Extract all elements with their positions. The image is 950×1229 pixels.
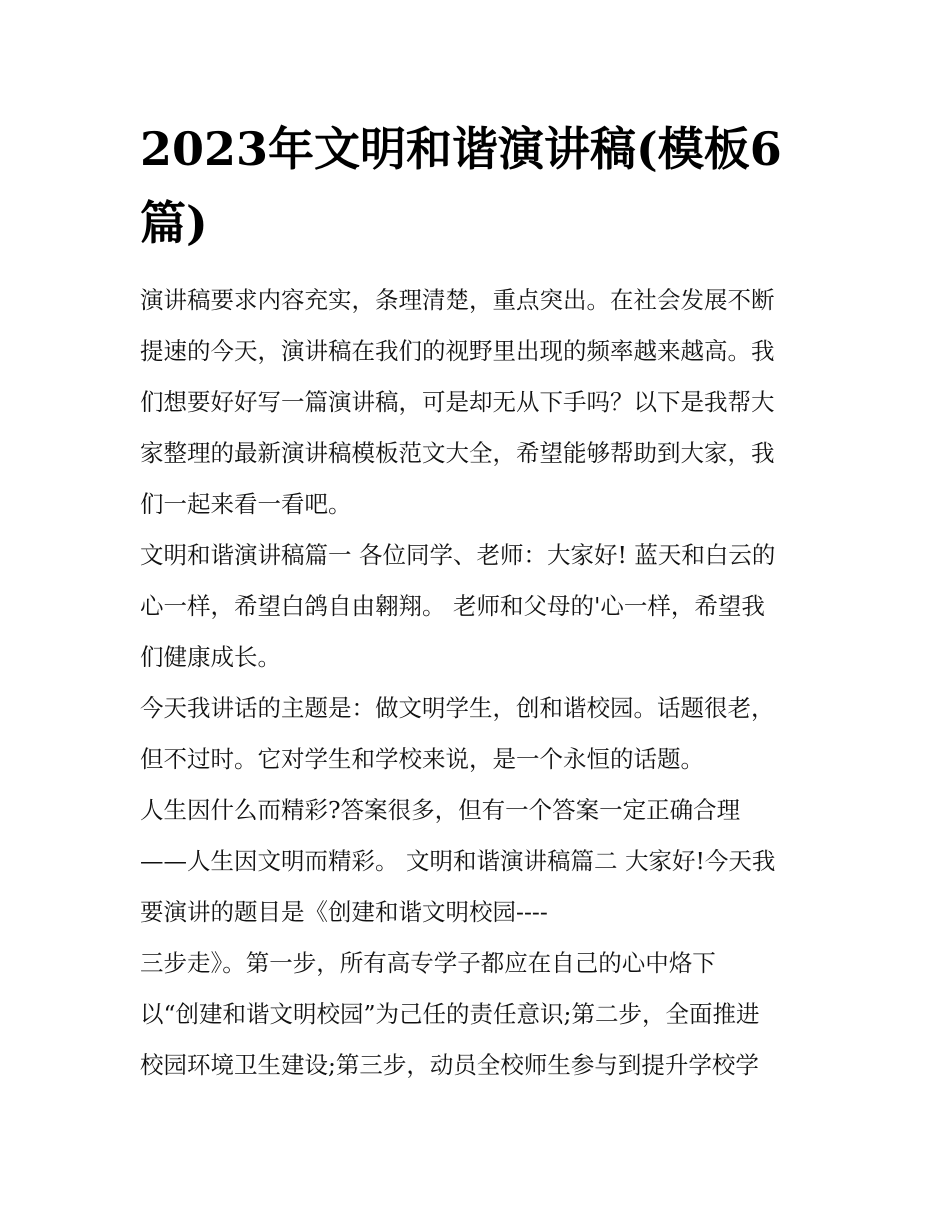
paragraph-speech-two <box>140 785 820 1091</box>
text-line: 要演讲的题目是《创建和谐文明校园---- <box>140 898 548 926</box>
title-line: 2023年文明和谐演讲稿(模板6 <box>140 122 782 176</box>
text-line: 校园环境卫生建设;第三步，动员全校师生参与到提升学校学 <box>140 1051 759 1079</box>
text-line: 以“创建和谐文明校园”为己任的责任意识;第二步，全面推进 <box>140 1000 760 1028</box>
text-line: 文明和谐演讲稿篇一 各位同学、老师：大家好! 蓝天和白云的 <box>140 541 776 569</box>
title-line: 篇) <box>140 196 208 250</box>
document-title <box>140 112 820 260</box>
text-line: ——人生因文明而精彩。 文明和谐演讲稿篇二 大家好!今天我 <box>140 847 776 875</box>
text-line: 家整理的最新演讲稿模板范文大全，希望能够帮助到大家，我 <box>140 439 775 467</box>
text-line: 提速的今天，演讲稿在我们的视野里出现的频率越来越高。我 <box>140 337 775 365</box>
text-line: 心一样，希望白鸽自由翱翔。 老师和父母的'心一样，希望我 <box>140 592 765 620</box>
text-line: 三步走》。第一步，所有高专学子都应在自己的心中烙下 <box>140 949 716 977</box>
text-line: 们健康成长。 <box>140 643 281 671</box>
text-line: 人生因什么而精彩?答案很多，但有一个答案一定正确合理 <box>140 796 741 824</box>
paragraph-speech-one <box>140 530 820 683</box>
document-body <box>140 275 820 1091</box>
text-line: 们想要好好写一篇演讲稿，可是却无从下手吗？以下是我帮大 <box>140 388 775 416</box>
paragraph-theme <box>140 683 820 785</box>
text-line: 今天我讲话的主题是：做文明学生，创和谐校园。话题很老， <box>140 694 775 722</box>
paragraph-intro <box>140 275 820 530</box>
text-line: 演讲稿要求内容充实，条理清楚，重点突出。在社会发展不断 <box>140 286 775 314</box>
text-line: 但不过时。它对学生和学校来说，是一个永恒的话题。 <box>140 745 704 773</box>
text-line: 们一起来看一看吧。 <box>140 490 352 518</box>
